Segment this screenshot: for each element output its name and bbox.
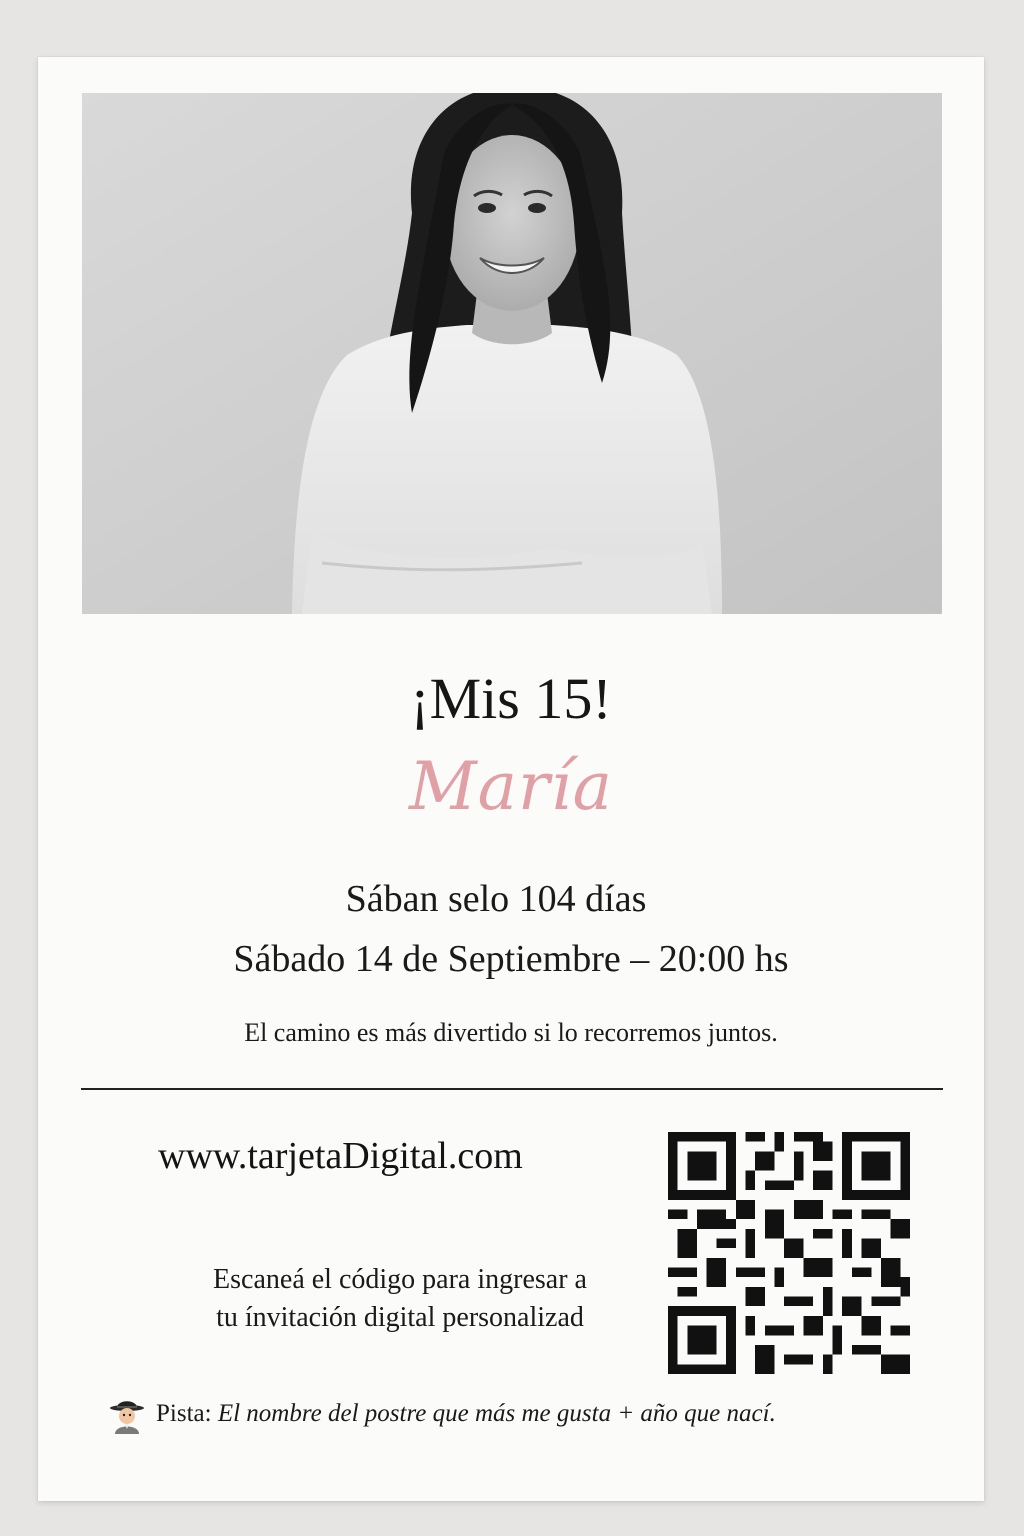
scan-instructions bbox=[150, 1261, 650, 1337]
portrait-photo bbox=[82, 93, 942, 614]
detective-icon bbox=[106, 1396, 148, 1434]
scan-line-2: tu ínvitación digital personalizad bbox=[216, 1302, 584, 1333]
website-link[interactable]: www.tarjetaDigital.com bbox=[158, 1135, 523, 1177]
hint-text: El nombre del postre que más me gusta + año que nací. bbox=[217, 1400, 776, 1427]
tagline: El camino es más divertido si lo recorremos juntos. bbox=[244, 1018, 778, 1047]
scan-line-1: Escaneá el código para ingresar a bbox=[213, 1264, 587, 1295]
event-title: ¡Mis 15! bbox=[410, 666, 612, 731]
qr-code[interactable] bbox=[668, 1132, 910, 1374]
portrait-illustration bbox=[82, 93, 942, 614]
hint-label: Pista: bbox=[156, 1400, 212, 1427]
countdown-text: Sában selo 104 días bbox=[345, 878, 647, 920]
celebrant-name: María bbox=[409, 748, 613, 825]
invitation-card bbox=[38, 57, 984, 1501]
event-datetime: Sábado 14 de Septiembre – 20:00 hs bbox=[233, 938, 789, 980]
hint-line bbox=[106, 1395, 946, 1434]
divider bbox=[81, 1088, 943, 1090]
